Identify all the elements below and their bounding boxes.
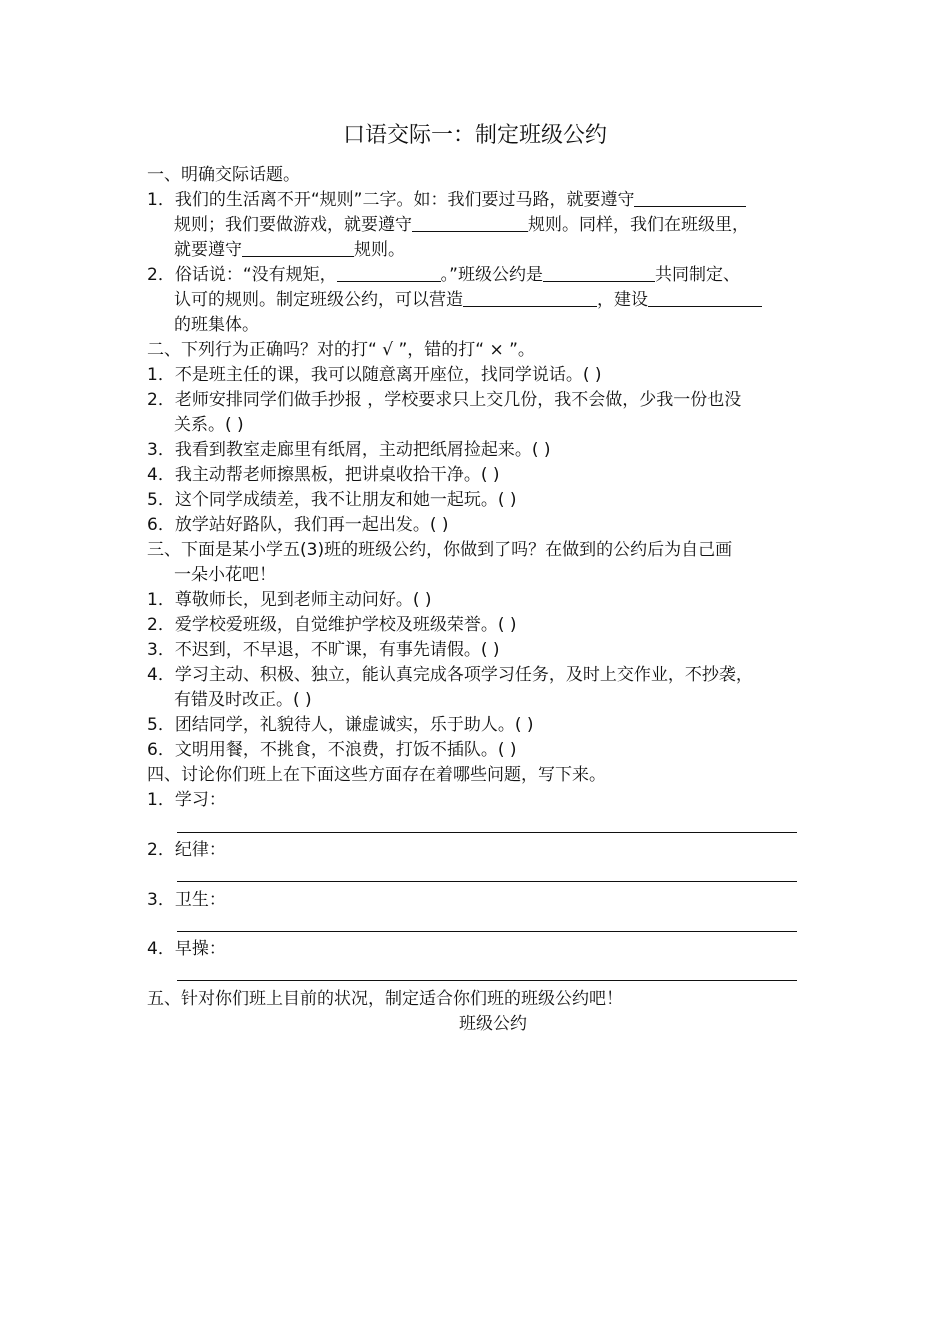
convention-subtitle: 班级公约: [459, 1014, 527, 1034]
page-title: 口语交际一：制定班级公约: [342, 123, 607, 148]
s3-item-6: 6．文明用餐，不挑食，不浪费，打饭不插队。( ): [147, 740, 517, 760]
item-number: 2．: [147, 265, 175, 285]
s2-item-1: 1．不是班主任的课，我可以随意离开座位，找同学说话。( ): [147, 365, 602, 385]
s3-item-1: 1．尊敬师长，见到老师主动问好。( ): [147, 590, 432, 610]
s4-item-3-label: 3．卫生：: [147, 890, 226, 910]
s1-q2-line1: [147, 264, 817, 286]
section-5-heading: 五、针对你们班上目前的状况，制定适合你们班的班级公约吧！: [147, 989, 623, 1009]
answer-blank[interactable]: [412, 215, 528, 232]
writing-line-hygiene[interactable]: [177, 931, 797, 932]
s3-item-2: 2．爱学校爱班级，自觉维护学校及班级荣誉。( ): [147, 615, 517, 635]
section-2-heading: 二、下列行为正确吗？对的打“ √ ”，错的打“ × ”。: [147, 340, 535, 360]
question-text: 我们的生活离不开“规则”二字。如：我们要过马路，就要遵守: [174, 190, 635, 210]
s1-q1-line1: [147, 189, 817, 211]
section-1-heading: 一、明确交际话题。: [147, 165, 300, 185]
s3-item-4: 4．学习主动、积极、独立，能认真完成各项学习任务，及时上交作业，不抄袭，: [147, 665, 753, 685]
question-text: 就要遵守: [174, 240, 242, 260]
s2-item-6: 6．放学站好路队，我们再一起出发。( ): [147, 515, 449, 535]
answer-blank[interactable]: [648, 290, 762, 307]
s2-item-5: 5．这个同学成绩差，我不让朋友和她一起玩。( ): [147, 490, 517, 510]
answer-blank[interactable]: [463, 290, 597, 307]
item-number: 1．: [147, 190, 175, 210]
question-text: 。”班级公约是: [440, 265, 543, 285]
question-text: 规则；我们要做游戏，就要遵守: [174, 215, 412, 235]
section-3-heading-cont: 一朵小花吧！: [174, 565, 276, 585]
answer-blank[interactable]: [337, 265, 441, 282]
question-text: 规则。同样，我们在班级里，: [528, 215, 749, 235]
answer-blank[interactable]: [242, 240, 354, 257]
s2-item-2-cont: 关系。( ): [174, 415, 244, 435]
s4-item-1-label: 1．学习：: [147, 790, 226, 810]
question-text: 俗话说：“没有规矩，: [174, 265, 337, 285]
s2-item-4: 4．我主动帮老师擦黑板，把讲桌收拾干净。( ): [147, 465, 500, 485]
s2-item-2: 2．老师安排同学们做手抄报 ，学校要求只上交几份，我不会做，少我一份也没: [147, 390, 742, 410]
s3-item-3: 3．不迟到，不早退，不旷课，有事先请假。( ): [147, 640, 500, 660]
answer-blank[interactable]: [543, 265, 655, 282]
s1-q1-line3: [174, 239, 844, 261]
s1-q2-line3: 的班集体。: [174, 315, 259, 335]
question-text: 认可的规则。制定班级公约，可以营造: [174, 290, 463, 310]
question-text: 共同制定、: [654, 265, 740, 285]
question-text: 规则。: [354, 240, 405, 260]
s1-q2-line2: [174, 289, 844, 311]
s4-item-4-label: 4．早操：: [147, 939, 226, 959]
writing-line-discipline[interactable]: [177, 881, 797, 882]
answer-blank[interactable]: [634, 190, 746, 207]
s3-item-4-cont: 有错及时改正。( ): [174, 690, 312, 710]
question-text: ，建设: [597, 290, 648, 310]
writing-line-morning-exercise[interactable]: [177, 980, 797, 981]
s1-q1-line2: [174, 214, 844, 236]
section-3-heading: 三、下面是某小学五(3)班的班级公约，你做到了吗？在做到的公约后为自己画: [147, 540, 733, 560]
s3-item-5: 5．团结同学，礼貌待人，谦虚诚实，乐于助人。( ): [147, 715, 534, 735]
s4-item-2-label: 2．纪律：: [147, 840, 226, 860]
s2-item-3: 3．我看到教室走廊里有纸屑，主动把纸屑捡起来。( ): [147, 440, 551, 460]
section-4-heading: 四、讨论你们班上在下面这些方面存在着哪些问题，写下来。: [147, 765, 606, 785]
writing-line-study[interactable]: [177, 832, 797, 833]
